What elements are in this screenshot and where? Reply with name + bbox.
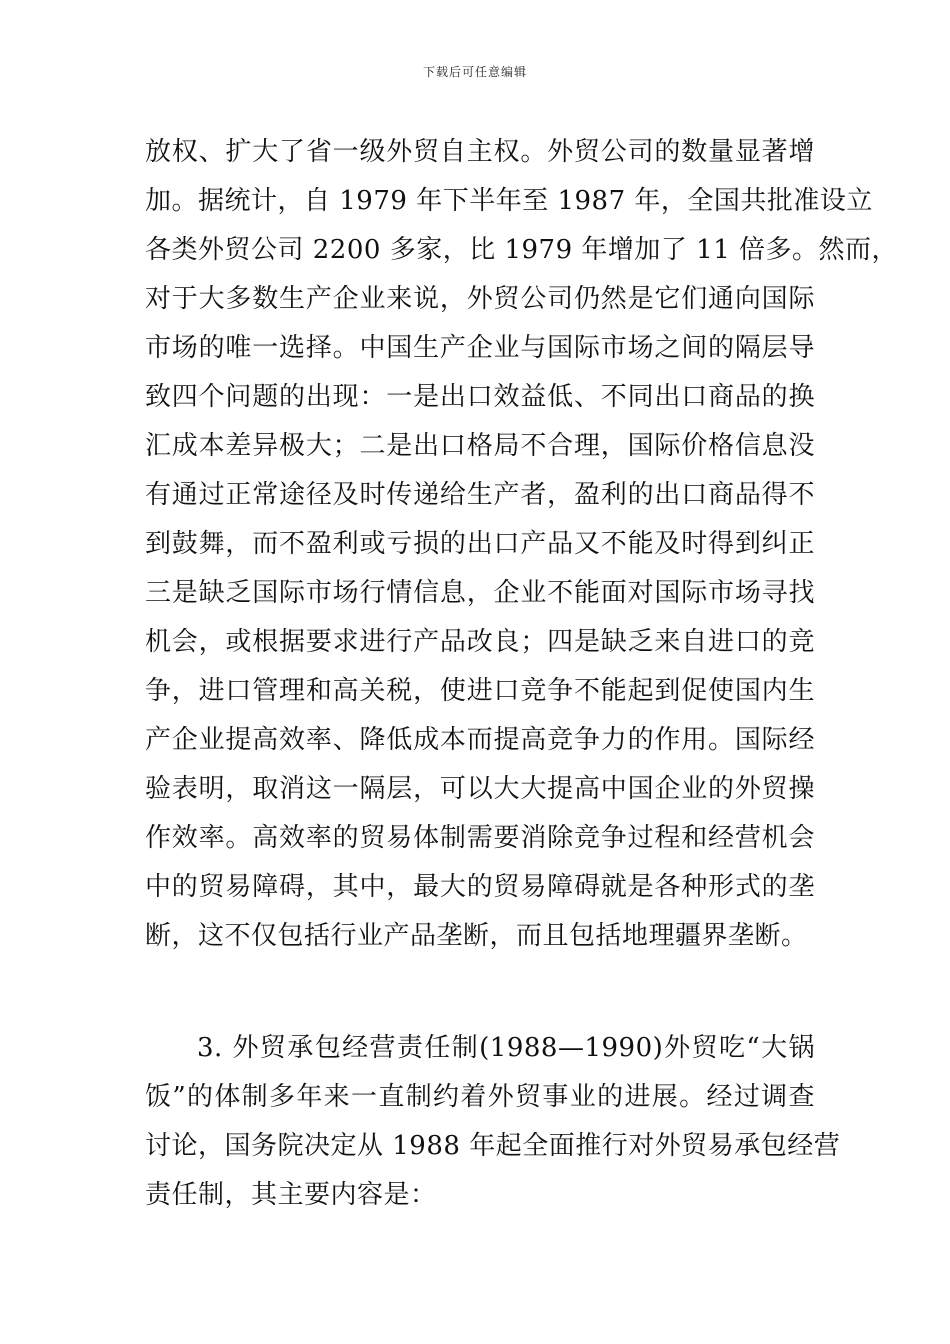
text-line: 各类外贸公司 2200 多家，比 1979 年增加了 11 倍多。然而， — [145, 235, 899, 265]
text-line: 机会，或根据要求进行产品改良；四是缺乏来自进口的竞 — [145, 627, 815, 657]
text-line: 饭”的体制多年来一直制约着外贸事业的进展。经过调查 — [145, 1082, 815, 1112]
page-header: 下载后可任意编辑 — [422, 65, 527, 79]
text-line: 中的贸易障碍，其中，最大的贸易障碍就是各种形式的垄 — [145, 872, 815, 902]
text-line: 对于大多数生产企业来说，外贸公司仍然是它们通向国际 — [145, 284, 815, 314]
text-line: 三是缺乏国际市场行情信息，企业不能面对国际市场寻找 — [145, 578, 815, 608]
text-line: 放权、扩大了省一级外贸自主权。外贸公司的数量显著增 — [145, 137, 815, 167]
text-line: 争，进口管理和高关税，使进口竞争不能起到促使国内生 — [145, 676, 815, 706]
text-line: 责任制，其主要内容是： — [145, 1180, 437, 1210]
text-line: 汇成本差异极大；二是出口格局不合理，国际价格信息没 — [145, 431, 815, 461]
text-line: 3. 外贸承包经营责任制(1988—1990)外贸吃“大锅 — [197, 1033, 815, 1063]
text-line: 加。据统计，自 1979 年下半年至 1987 年，全国共批准设立 — [145, 186, 873, 216]
paragraph-2 — [145, 1024, 841, 1220]
text-line: 到鼓舞，而不盈利或亏损的出口产品又不能及时得到纠正 — [145, 529, 815, 559]
text-line: 致四个问题的出现：一是出口效益低、不同出口商品的换 — [145, 382, 815, 412]
paragraph-1 — [145, 128, 899, 961]
text-line: 市场的唯一选择。中国生产企业与国际市场之间的隔层导 — [145, 333, 815, 363]
text-line: 断，这不仅包括行业产品垄断，而且包括地理疆界垄断。 — [145, 921, 808, 951]
text-line: 讨论，国务院决定从 1988 年起全面推行对外贸易承包经营 — [145, 1131, 841, 1161]
text-line: 验表明，取消这一隔层，可以大大提高中国企业的外贸操 — [145, 774, 815, 804]
text-line: 有通过正常途径及时传递给生产者，盈利的出口商品得不 — [145, 480, 815, 510]
text-line: 产企业提高效率、降低成本而提高竞争力的作用。国际经 — [145, 725, 815, 755]
text-line: 作效率。高效率的贸易体制需要消除竞争过程和经营机会 — [145, 823, 815, 853]
